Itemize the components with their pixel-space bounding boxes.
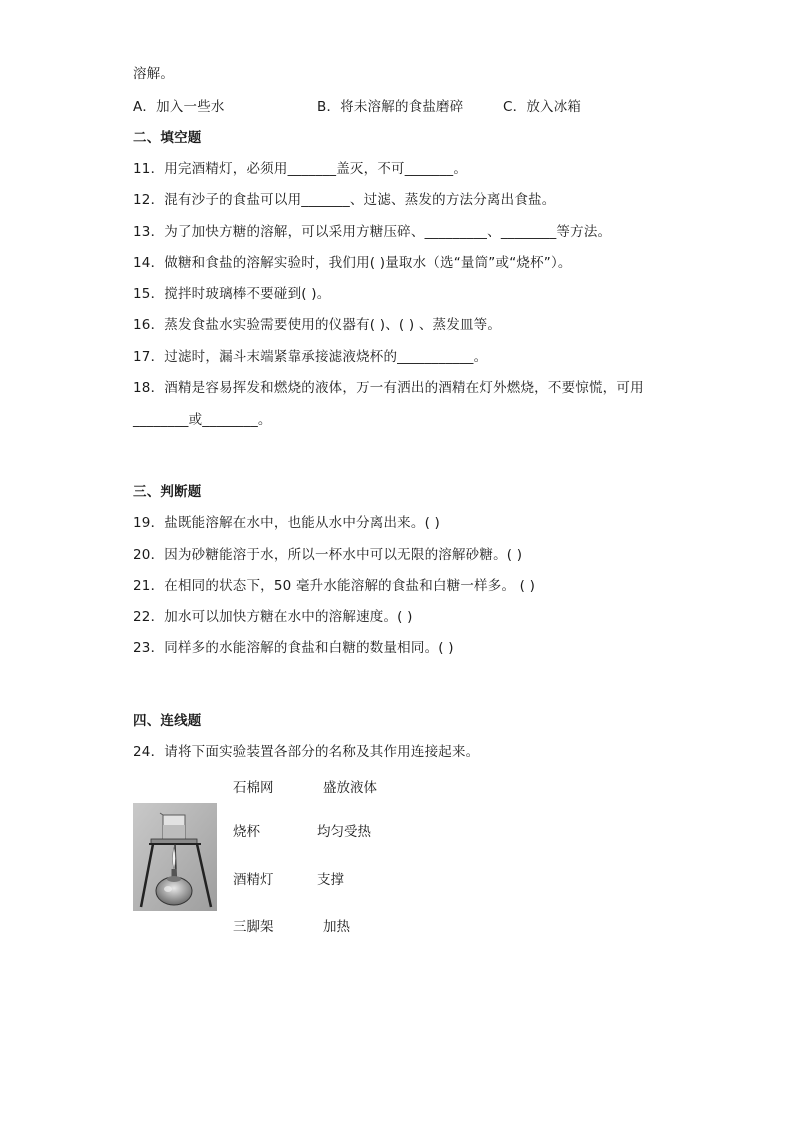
match-name-tripod: 三脚架 <box>233 919 274 935</box>
match-function-even-heat: 均匀受热 <box>317 824 371 840</box>
question-18-continued: ________或________。 <box>133 412 272 428</box>
question-12: 12．混有沙子的食盐可以用_______、过滤、蒸发的方法分离出食盐。 <box>133 192 556 208</box>
match-name-alcohol-lamp: 酒精灯 <box>233 872 274 888</box>
question-24: 24．请将下面实验装置各部分的名称及其作用连接起来。 <box>133 744 480 760</box>
question-20: 20．因为砂糖能溶于水，所以一杯水中可以无限的溶解砂糖。( ) <box>133 547 523 563</box>
match-name-beaker: 烧杯 <box>233 824 260 840</box>
section-title-fill-blank: 二、填空题 <box>133 130 202 146</box>
match-function-hold-liquid: 盛放液体 <box>323 780 377 796</box>
option-b: B．将未溶解的食盐磨碎 <box>317 99 464 115</box>
section-title-judgment: 三、判断题 <box>133 484 202 500</box>
question-19: 19．盐既能溶解在水中，也能从水中分离出来。( ) <box>133 515 441 531</box>
question-21: 21．在相同的状态下，50 毫升水能溶解的食盐和白糖一样多。 ( ) <box>133 578 536 594</box>
option-a: A．加入一些水 <box>133 99 225 115</box>
question-23: 23．同样多的水能溶解的食盐和白糖的数量相同。( ) <box>133 640 454 656</box>
question-14: 14．做糖和食盐的溶解实验时，我们用( )量取水（选“量筒”或“烧杯”）。 <box>133 255 572 271</box>
match-function-support: 支撑 <box>317 872 344 888</box>
match-function-heat: 加热 <box>323 919 350 935</box>
question-18: 18．酒精是容易挥发和燃烧的液体，万一有洒出的酒精在灯外燃烧，不要惊慌，可用 <box>133 380 644 396</box>
lab-apparatus-image <box>133 803 217 911</box>
question-15: 15．搅拌时玻璃棒不要碰到( )。 <box>133 286 331 302</box>
question-22: 22．加水可以加快方糖在水中的溶解速度。( ) <box>133 609 413 625</box>
section-title-matching: 四、连线题 <box>133 713 202 729</box>
question-17: 17．过滤时，漏斗末端紧靠承接滤液烧杯的___________。 <box>133 349 488 365</box>
option-c: C．放入冰箱 <box>503 99 582 115</box>
question-13: 13．为了加快方糖的溶解，可以采用方糖压碎、_________、________等方法。 <box>133 224 612 240</box>
question-11: 11．用完酒精灯，必须用_______盖灭，不可_______。 <box>133 161 468 177</box>
question-16: 16．蒸发食盐水实验需要使用的仪器有( )、( ) 、蒸发皿等。 <box>133 317 502 333</box>
match-name-asbestos-net: 石棉网 <box>233 780 274 796</box>
q10-tail: 溶解。 <box>133 66 175 82</box>
